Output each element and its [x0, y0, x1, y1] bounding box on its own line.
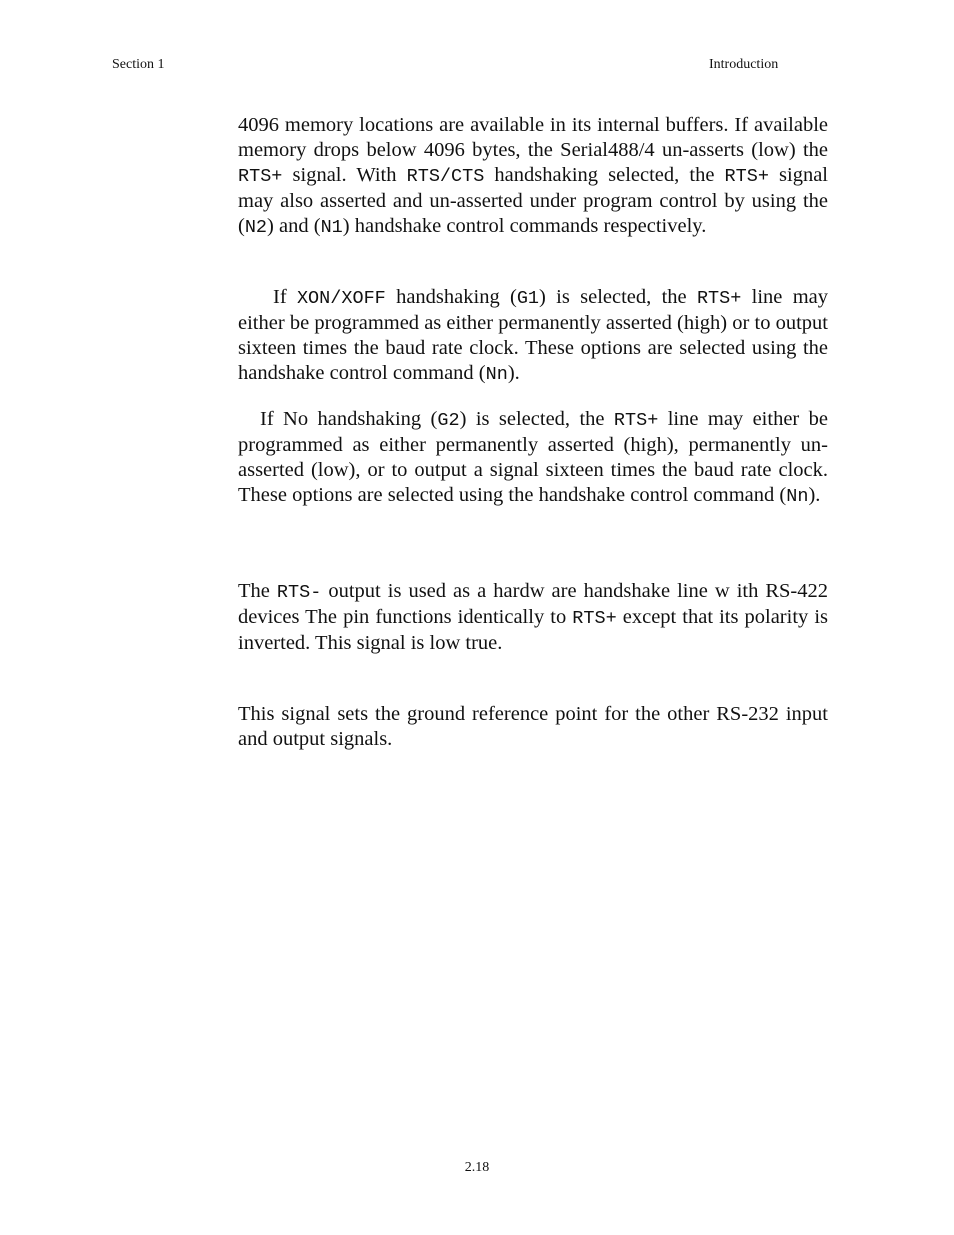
paragraph-no-handshaking: If No handshaking (G2) is selected, the RTS+ line may either be programmed as either permanently asserted (high), permanently un-asserted (low), or to output a signal sixteen times the baud rate clock. These options are selected using the handshake control command (Nn). [238, 408, 828, 507]
paragraph-xon-xoff-handshaking: If XON/XOFF handshaking (G1) is selected, the RTS+ line may either be programmed as either permanently asserted (high) or to output sixteen times the baud rate clock. These options are selected using the handshake control command (Nn). [238, 286, 828, 385]
paragraph-ground-reference: This signal sets the ground reference point for the other RS-232 input and output signals. [238, 703, 828, 750]
paragraph-buffer-memory: 4096 memory locations are available in its internal buffers. If available memory drops below 4096 bytes, the Serial488/4 un-asserts (low) the RTS+ signal. With RTS/CTS handshaking selected, the RTS+ signal may also asserted and un-asserted under program control by using the (N2) and (N1) handshake control commands respectively. [238, 114, 828, 238]
page-number: 2.18 [464, 1160, 490, 1175]
header-chapter-label: Introduction [709, 57, 779, 72]
paragraph-rts-minus-output: The RTS- output is used as a hardw are handshake line w ith RS-422 devices The pin functions identically to RTS+ except that its polarity is inverted. This signal is low true. [238, 580, 829, 654]
header-section-label: Section 1 [112, 57, 165, 72]
